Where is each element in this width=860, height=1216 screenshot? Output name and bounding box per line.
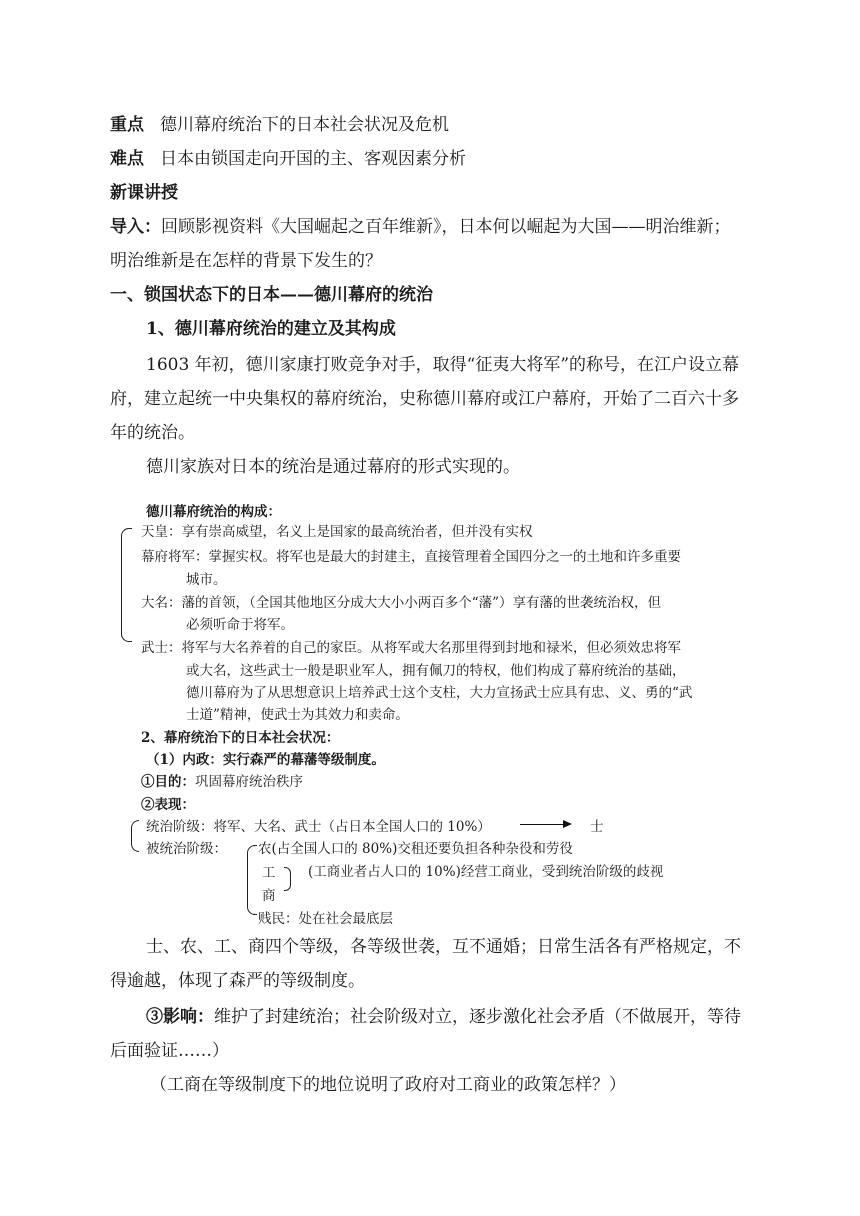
outcast-line: 贱民：处在社会最底层 xyxy=(258,911,393,927)
paragraph1-line3: 年的统治。 xyxy=(110,423,195,443)
difficulty-text: 日本由锁国走向开国的主、客观因素分析 xyxy=(160,149,466,169)
impact-line-1 xyxy=(146,1002,741,1027)
craft-merchant-note: (工商业者占人口的 10%)经营工商业，受到统治阶级的歧视 xyxy=(308,864,664,880)
class-brace xyxy=(131,820,139,852)
section1-title: 一、锁国状态下的日本——德川幕府的统治 xyxy=(110,285,433,305)
craft-label: 工 xyxy=(262,865,276,881)
paragraph1-line1: 1603 年初，德川家康打败竞争对手，取得“征夷大将军”的称号，在江户设立幕 xyxy=(146,355,740,375)
ruled-brace xyxy=(247,845,257,915)
shogun-line-1: 幕府将军：掌握实权。将军也是最大的封建主，直接管理着全国四分之一的土地和许多重要 xyxy=(141,549,681,565)
structure-heading: 德川幕府统治的构成： xyxy=(146,504,281,520)
daimyo-line-2: 必须听命于将军。 xyxy=(186,617,294,633)
purpose-text: 巩固幕府统治秩序 xyxy=(195,774,303,790)
impact-line-2: 后面验证……） xyxy=(110,1041,229,1061)
intro-line-2: 明治维新是在怎样的背景下发生的？ xyxy=(110,251,382,271)
ruling-target: 士 xyxy=(590,819,604,835)
shogun-line-2: 城市。 xyxy=(186,572,227,588)
daimyo-line-1: 大名：藩的首领，（全国其他地区分成大大小小两百多个“藩”）享有藩的世袭统治权，但 xyxy=(141,595,662,611)
samurai-line-2: 或大名，这些武士一般是职业军人，拥有佩刀的特权，他们构成了幕府统治的基础， xyxy=(186,663,686,679)
ruled-class-label: 被统治阶级： xyxy=(146,841,227,857)
merchant-label: 商 xyxy=(262,888,276,904)
samurai-line-4: 士道”精神，使武士为其效力和卖命。 xyxy=(186,707,409,723)
purpose-line xyxy=(141,770,303,790)
paragraph1-line2: 府，建立起统一中央集权的幕府统治，史称德川幕府或江户幕府，开始了二百六十多 xyxy=(110,389,739,409)
arrow-right-icon xyxy=(563,820,572,828)
arrow-line xyxy=(520,824,564,825)
section2-title: 2、幕府统治下的日本社会状况： xyxy=(141,730,340,746)
farmer-line: 农(占全国人口的 80%)交租还要负担各种杂役和劳役 xyxy=(258,841,573,857)
summary-line-2: 得逾越，体现了森严的等级制度。 xyxy=(110,971,365,991)
show-label: ②表现： xyxy=(141,797,195,813)
key-point-line xyxy=(110,110,449,135)
craft-merchant-brace xyxy=(284,867,291,891)
ruling-class-line: 统治阶级：将军、大名、武士（占日本全国人口的 10%） xyxy=(146,819,491,835)
new-lesson-heading: 新课讲授 xyxy=(110,183,178,203)
structure-brace xyxy=(121,528,132,642)
emperor-line: 天皇：享有崇高威望，名义上是国家的最高统治者，但并没有实权 xyxy=(141,524,533,540)
purpose-label: ①目的： xyxy=(141,774,195,790)
samurai-line-1: 武士：将军与大名养着的自己的家臣。从将军或大名那里得到封地和禄米，但必须效忠将军 xyxy=(141,640,681,656)
intro-line-1 xyxy=(110,212,731,237)
impact-text-1: 维护了封建统治；社会阶级对立，逐步激化社会矛盾（不做展开，等待 xyxy=(214,1007,741,1027)
section2-subtitle: （1）内政：实行森严的幕藩等级制度。 xyxy=(146,752,385,768)
summary-line-1: 士、农、工、商四个等级，各等级世袭，互不通婚；日常生活各有严格规定，不 xyxy=(146,937,741,957)
impact-label: ③影响： xyxy=(146,1007,214,1027)
key-point-label: 重点 xyxy=(110,115,144,135)
difficulty-line xyxy=(110,144,466,169)
intro-label: 导入： xyxy=(110,217,161,237)
question-line: （工商在等级制度下的地位说明了政府对工商业的政策怎样？） xyxy=(150,1075,626,1095)
key-point-text: 德川幕府统治下的日本社会状况及危机 xyxy=(160,115,449,135)
difficulty-label: 难点 xyxy=(110,149,144,169)
section1-subtitle: 1、德川幕府统治的建立及其构成 xyxy=(146,319,396,339)
samurai-line-3: 德川幕府为了从思想意识上培养武士这个支柱，大力宣扬武士应具有忠、义、勇的“武 xyxy=(186,685,693,701)
paragraph2: 德川家族对日本的统治是通过幕府的形式实现的。 xyxy=(146,457,520,477)
intro-text-1: 回顾影视资料《大国崛起之百年维新》，日本何以崛起为大国——明治维新； xyxy=(161,217,731,237)
